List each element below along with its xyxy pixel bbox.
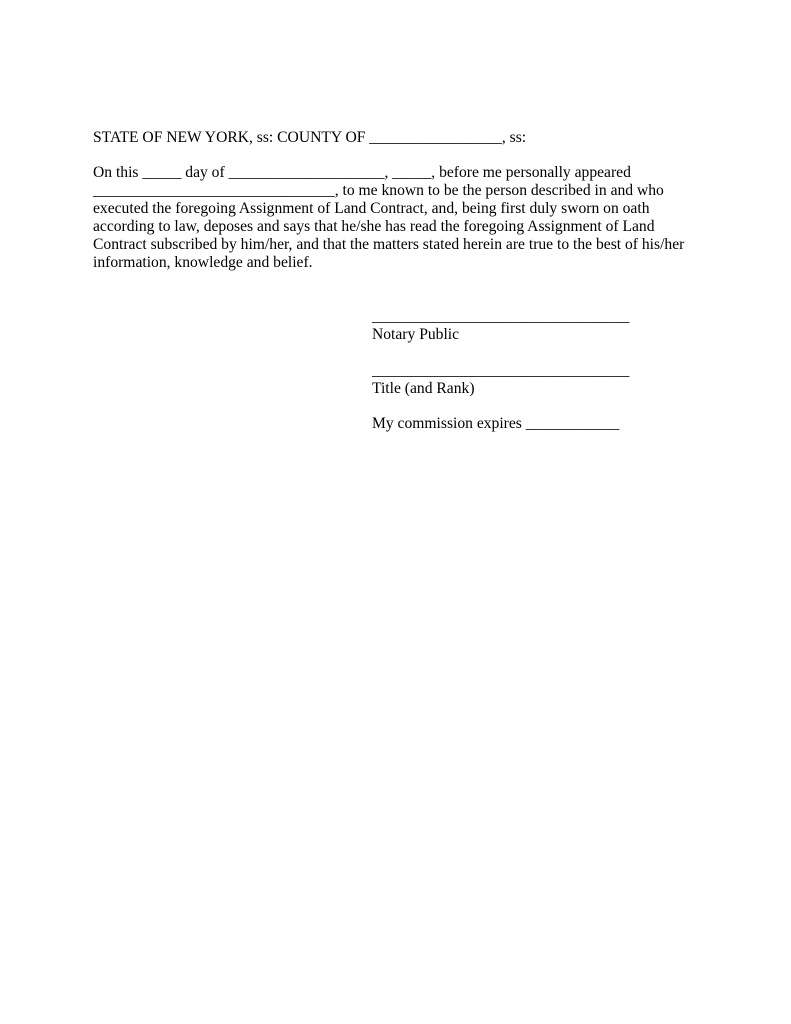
acknowledgment-line: information, knowledge and belief. — [93, 254, 313, 271]
commission-expires: My commission expires ____________ — [372, 415, 620, 432]
acknowledgment-line: Contract subscribed by him/her, and that the matters stated herein are true to the best of his/her — [93, 236, 685, 253]
notary-signature-line: _________________________________ — [372, 308, 630, 325]
title-signature-line: _________________________________ — [372, 362, 630, 379]
acknowledgment-paragraph — [93, 164, 713, 272]
acknowledgment-line: _______________________________, to me known to be the person described in and who — [93, 182, 664, 199]
acknowledgment-line: according to law, deposes and says that he/she has read the foregoing Assignment of Land — [93, 218, 655, 235]
acknowledgment-line: On this _____ day of ____________________, _____, before me personally appeared — [93, 164, 631, 181]
venue-statement: STATE OF NEW YORK, ss: COUNTY OF _________________, ss: — [93, 129, 527, 146]
title-rank-label: Title (and Rank) — [372, 380, 475, 397]
notary-public-label: Notary Public — [372, 326, 460, 343]
acknowledgment-line: executed the foregoing Assignment of Land Contract, and, being first duly sworn on oath — [93, 200, 650, 217]
